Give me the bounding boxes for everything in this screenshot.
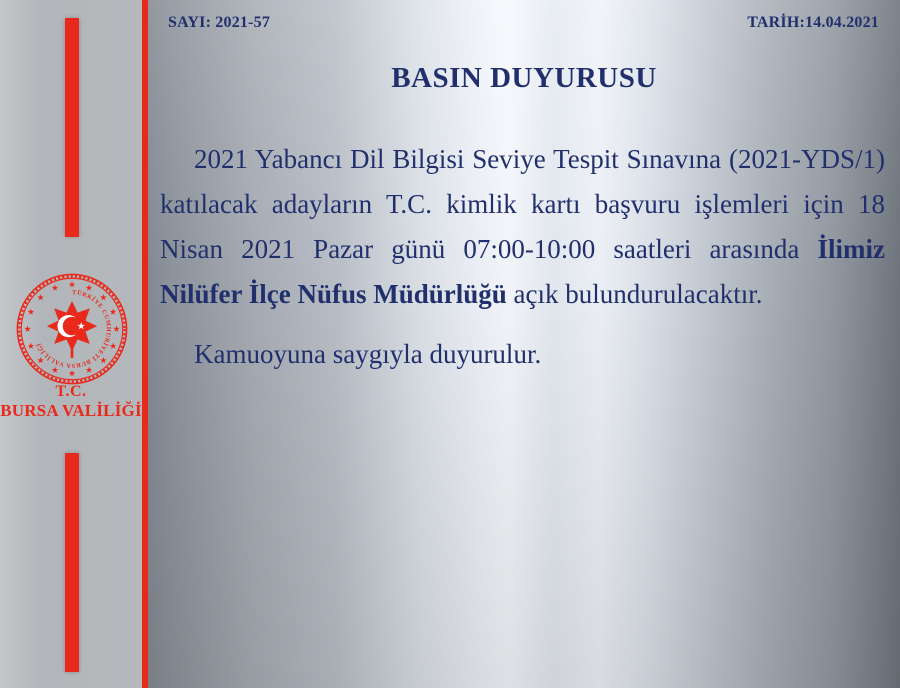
- document-number-label: SAYI: 2021-57: [168, 14, 271, 31]
- crescent-star-leaf: [47, 301, 97, 358]
- org-name-label: BURSA VALİLİĞİ: [0, 401, 142, 420]
- page-title: BASIN DUYURUSU: [391, 62, 657, 94]
- document-header: [168, 14, 879, 32]
- sidebar: [0, 0, 148, 688]
- body-text: 2021 Yabancı Dil Bilgisi Seviye Tespit Sınavına (2021-YDS/1) katılacak adayların T.C. kimlik kartı başvuru işlemleri için 18 Nisan 2021 Pazar günü 07:00-10:00 saatleri arasında: [160, 144, 885, 264]
- body-text: açık bulundurulacaktır.: [506, 279, 763, 309]
- document-date-label: TARİH:14.04.2021: [747, 14, 879, 31]
- government-seal-icon: [14, 271, 130, 387]
- decorative-red-bar-bottom: [65, 453, 79, 672]
- announcement-paragraph: [160, 137, 885, 317]
- emblem-circular-text: TÜRKİYE CUMHURİYETİ BURSA VALİLİĞİ: [35, 289, 112, 369]
- decorative-red-bar-top: [65, 18, 79, 237]
- org-tc-label: T.C.: [55, 383, 87, 400]
- announcement-panel: [148, 0, 900, 688]
- highlighted-text: İlimiz Nilüfer İlçe Nüfus Müdürlüğü: [160, 234, 885, 309]
- announcement-body: [160, 137, 885, 377]
- closing-paragraph: Kamuoyuna saygıyla duyurulur.: [194, 339, 542, 369]
